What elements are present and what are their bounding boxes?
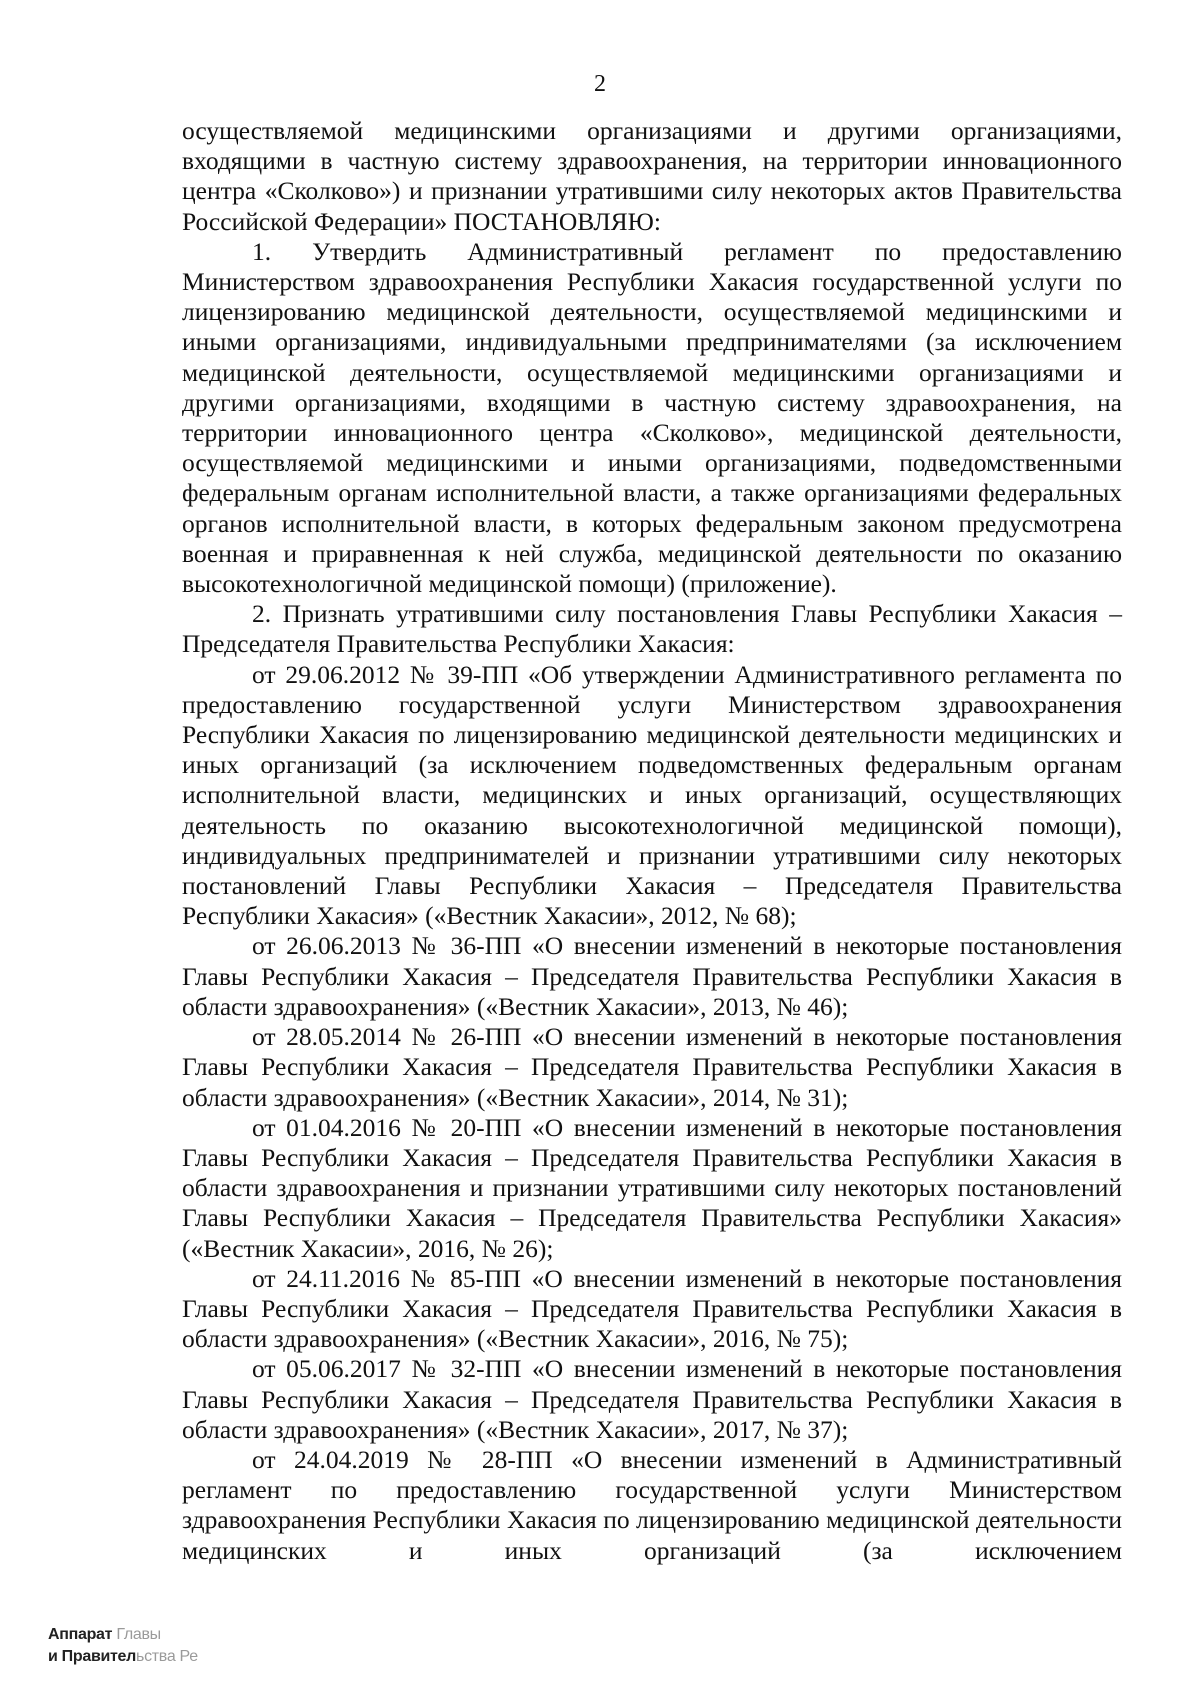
paragraph-repealed-2014: от 28.05.2014 № 26-ПП «О внесении изменений в некоторые постановления Главы Республики Хакасия – Председателя Правительства Республики Хакасия в области здравоохранения» («Вестник Хакасии», 2014, № 31); <box>182 1022 1122 1112</box>
stamp-line-1-bold: Аппарат <box>48 1626 113 1643</box>
paragraph-item-1: 1. Утвердить Административный регламент по предоставлению Министерством здравоохранения Республики Хакасия государственной услуги по лицензированию медицинской деятельности, осуществляемой медицинскими и иными организациями, индивидуальными предпринимателями (за исключением медицинской деятельности, осуществляемой медицинскими организациями и другими организациями, входящими в частную систему здравоохранения, на территории инновационного центра «Сколково», медицинской деятельности, осуществляемой медицинскими и иными организациями, подведомственными федеральным органам исполнительной власти, а также организациями федеральных органов исполнительной власти, в которых федеральным законом предусмотрена военная и приравненная к ней служба, медицинской деятельности по оказанию высокотехнологичной медицинской помощи) (приложение). <box>182 236 1122 599</box>
stamp-line-2 <box>48 1646 198 1668</box>
page-number: 2 <box>594 71 606 97</box>
paragraph-repealed-2019: от 24.04.2019 № 28-ПП «О внесении изменений в Административный регламент по предоставлению государственной услуги Министерством здравоохранения Республики Хакасия по лицензированию медицинской деятельности медицинских и иных организаций (за исключением <box>182 1444 1122 1565</box>
paragraph-item-2: 2. Признать утратившими силу постановления Главы Республики Хакасия – Председателя Правительства Республики Хакасия: <box>182 599 1122 659</box>
office-stamp <box>48 1624 198 1668</box>
paragraph-repealed-2013: от 26.06.2013 № 36-ПП «О внесении изменений в некоторые постановления Главы Республики Хакасия – Председателя Правительства Республики Хакасия в области здравоохранения» («Вестник Хакасии», 2013, № 46); <box>182 931 1122 1021</box>
stamp-line-1-faded: Главы <box>112 1626 161 1643</box>
stamp-line-2-faded: ьства Ре <box>136 1648 198 1665</box>
paragraph-repealed-2016-20: от 01.04.2016 № 20-ПП «О внесении изменений в некоторые постановления Главы Республики Хакасия – Председателя Правительства Республики Хакасия в области здравоохранения и признании утратившими силу некоторых постановлений Главы Республики Хакасия – Председателя Правительства Республики Хакасия» («Вестник Хакасии», 2016, № 26); <box>182 1112 1122 1263</box>
paragraph-repealed-2012: от 29.06.2012 № 39-ПП «Об утверждении Административного регламента по предоставлению государственной услуги Министерством здравоохранения Республики Хакасия по лицензированию медицинской деятельности медицинских и иных организаций (за исключением подведомственных федеральным органам исполнительной власти, медицинских и иных организаций, осуществляющих деятельность по оказанию высокотехнологичной медицинской помощи), индивидуальных предпринимателей и признании утратившими силу некоторых постановлений Главы Республики Хакасия – Председателя Правительства Республики Хакасия» («Вестник Хакасии», 2012, № 68); <box>182 659 1122 931</box>
stamp-line-2-bold: и Правител <box>48 1648 137 1665</box>
paragraph-preamble-continuation: осуществляемой медицинскими организациями и другими организациями, входящими в частную систему здравоохранения, на территории инновационного центра «Сколково») и признании утратившими силу некоторых актов Правительства Российской Федерации» ПОСТАНОВЛЯЮ: <box>182 116 1122 236</box>
paragraph-repealed-2017: от 05.06.2017 № 32-ПП «О внесении изменений в некоторые постановления Главы Республики Хакасия – Председателя Правительства Республики Хакасия в области здравоохранения» («Вестник Хакасии», 2017, № 37); <box>182 1354 1122 1444</box>
paragraph-repealed-2016-85: от 24.11.2016 № 85-ПП «О внесении изменений в некоторые постановления Главы Республики Хакасия – Председателя Правительства Республики Хакасия в области здравоохранения» («Вестник Хакасии», 2016, № 75); <box>182 1263 1122 1354</box>
document-body <box>182 116 1122 1566</box>
stamp-line-1 <box>48 1624 198 1646</box>
